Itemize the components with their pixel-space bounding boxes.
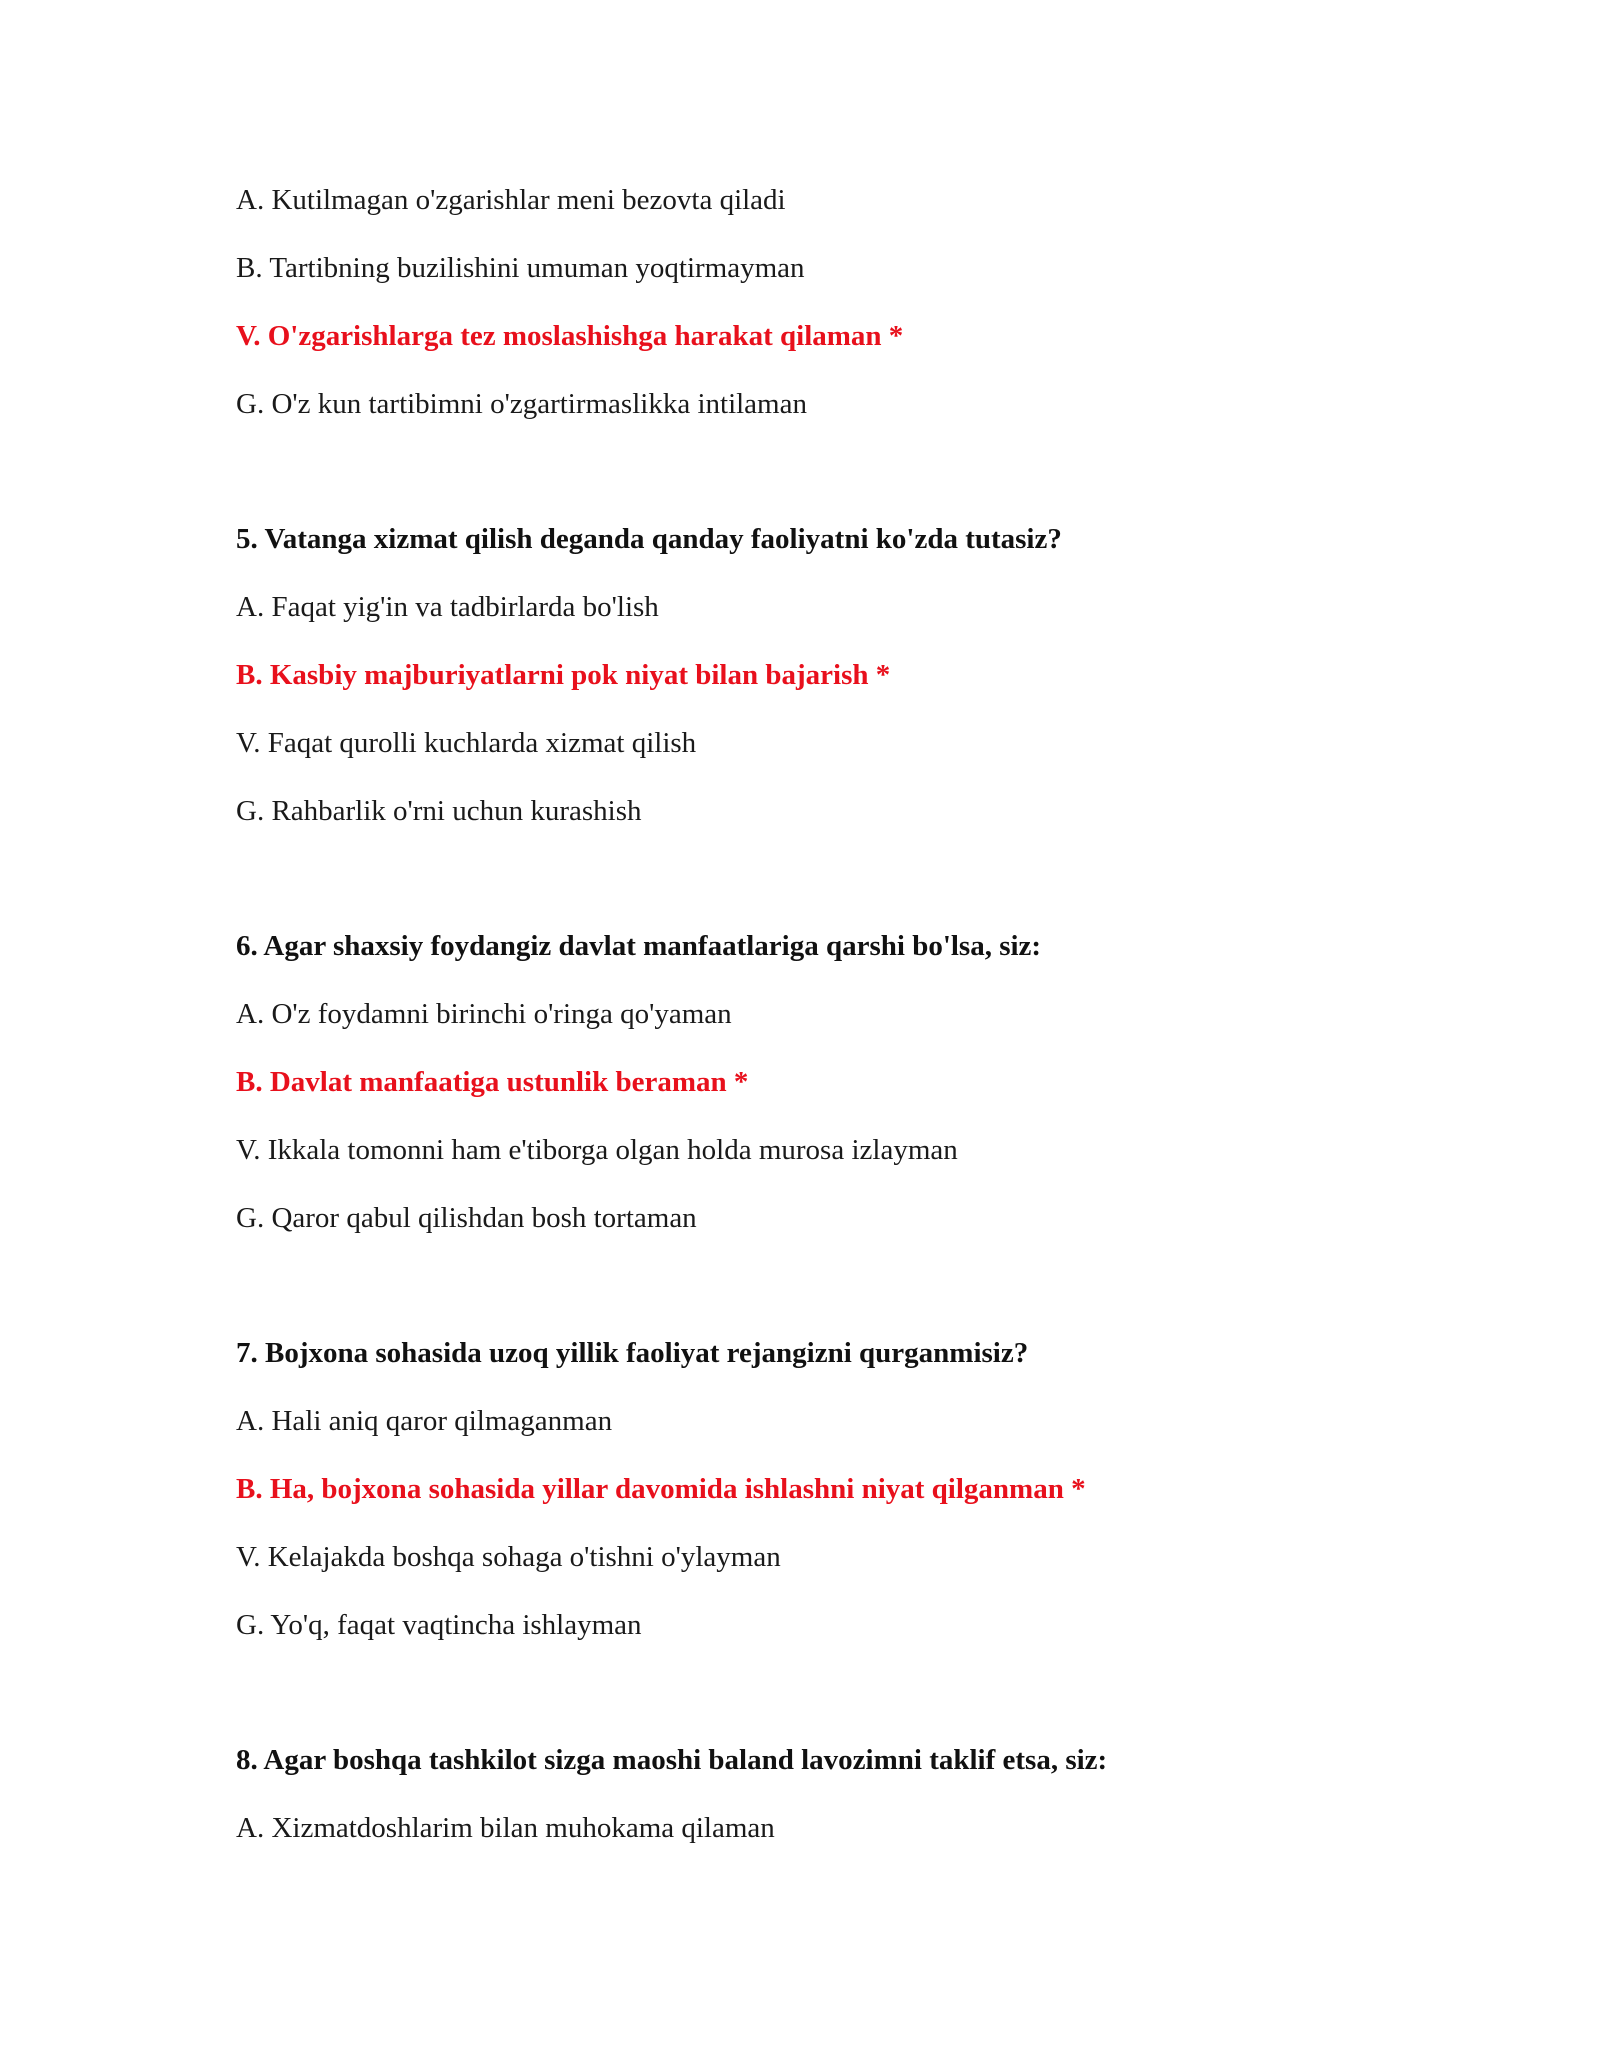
answer-option: A. Faqat yig'in va tadbirlarda bo'lish (236, 591, 659, 623)
quiz-content (236, 183, 1436, 1879)
answer-option: A. Hali aniq qaror qilmaganman (236, 1405, 613, 1437)
question-gap (236, 1676, 1436, 1743)
correct-answer-option: B. Kasbiy majburiyatlarni pok niyat bilan bajarish * (236, 659, 891, 691)
question-gap (236, 862, 1436, 929)
answer-option: G. Qaror qabul qilishdan bosh tortaman (236, 1202, 697, 1234)
question-title: 7. Bojxona sohasida uzoq yillik faoliyat rejangizni qurganmisiz? (236, 1337, 1029, 1369)
correct-answer-option: B. Ha, bojxona sohasida yillar davomida ishlashni niyat qilganman * (236, 1473, 1086, 1505)
answer-option: A. O'z foydamni birinchi o'ringa qo'yaman (236, 998, 732, 1030)
answer-option: G. Rahbarlik o'rni uchun kurashish (236, 795, 642, 827)
answer-option: A. Xizmatdoshlarim bilan muhokama qilaman (236, 1812, 775, 1844)
correct-answer-option: V. O'zgarishlarga tez moslashishga harakat qilaman * (236, 320, 904, 352)
answer-option: V. Ikkala tomonni ham e'tiborga olgan holda murosa izlayman (236, 1134, 958, 1166)
correct-answer-option: B. Davlat manfaatiga ustunlik beraman * (236, 1066, 749, 1098)
question-gap (236, 455, 1436, 522)
question-title: 5. Vatanga xizmat qilish deganda qanday faoliyatni ko'zda tutasiz? (236, 523, 1062, 555)
question-gap (236, 1269, 1436, 1336)
answer-option: B. Tartibning buzilishini umuman yoqtirmayman (236, 252, 805, 284)
answer-option: V. Kelajakda boshqa sohaga o'tishni o'ylayman (236, 1541, 781, 1573)
question-title: 6. Agar shaxsiy foydangiz davlat manfaatlariga qarshi bo'lsa, siz: (236, 930, 1042, 962)
answer-option: V. Faqat qurolli kuchlarda xizmat qilish (236, 727, 697, 759)
question-title: 8. Agar boshqa tashkilot sizga maoshi baland lavozimni taklif etsa, siz: (236, 1744, 1108, 1776)
answer-option: G. O'z kun tartibimni o'zgartirmaslikka intilaman (236, 388, 807, 420)
answer-option: G. Yo'q, faqat vaqtincha ishlayman (236, 1609, 642, 1641)
answer-option: A. Kutilmagan o'zgarishlar meni bezovta qiladi (236, 184, 786, 216)
